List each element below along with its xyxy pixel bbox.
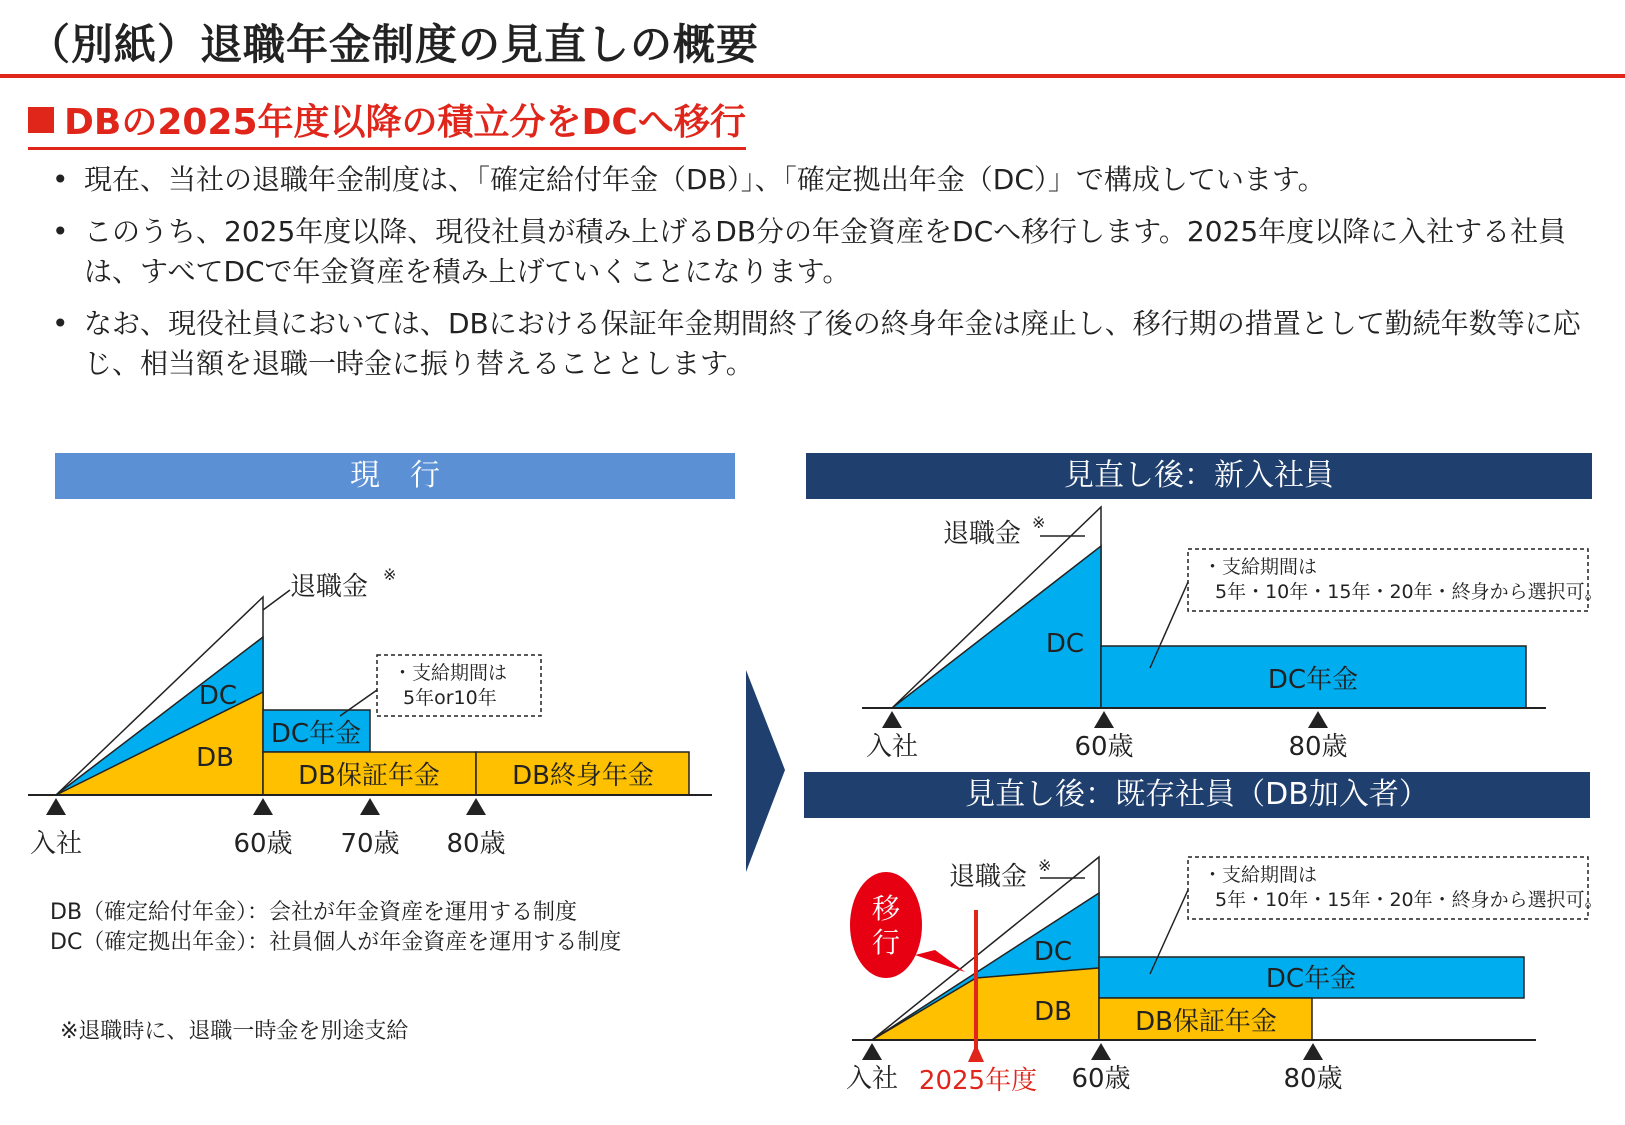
- tick-marker: [466, 798, 486, 815]
- dc-label: DC: [1045, 629, 1085, 659]
- chevron-right-icon: [746, 670, 785, 872]
- footnote: ※退職時に、退職一時金を別途支給: [60, 1019, 409, 1044]
- current-diagram: [28, 565, 712, 859]
- new-hire-diagram: [862, 507, 1604, 762]
- asterisk-mark: ※: [1038, 856, 1052, 875]
- tick-marker: [46, 798, 66, 815]
- asterisk-mark: ※: [1032, 513, 1046, 532]
- migration-badge-text: 移: [871, 892, 901, 925]
- tick-label: 80歳: [1288, 732, 1348, 762]
- tick-marker: [1094, 711, 1114, 728]
- bullet-dot-icon: •: [52, 215, 69, 248]
- tick-marker: [862, 1043, 882, 1060]
- dc-pension-label: DC年金: [270, 719, 362, 749]
- payout-note-line2: 5年or10年: [403, 687, 497, 709]
- db-guarantee-label: DB保証年金: [298, 761, 440, 791]
- bullet-dot-icon: •: [52, 307, 69, 340]
- tick-marker: [253, 798, 273, 815]
- page-title: （別紙）退職年金制度の見直しの概要: [28, 20, 760, 69]
- tick-marker: [882, 711, 902, 728]
- existing-diagram: [846, 856, 1604, 1096]
- payout-note-line1: ・支給期間は: [1203, 556, 1318, 578]
- tick-label: 入社: [29, 829, 83, 859]
- bullet-dot-icon: •: [52, 163, 69, 196]
- dc-pension-label: DC年金: [1267, 665, 1359, 695]
- tick-label: 80歳: [1283, 1064, 1343, 1094]
- existing-band: 見直し後：既存社員（DB加入者）: [804, 772, 1590, 818]
- asterisk-mark: ※: [383, 565, 397, 584]
- legend-item-db: DB（確定給付年金）：会社が年金資産を運用する制度: [50, 900, 578, 925]
- db-label: DB: [196, 743, 234, 773]
- retirement-label: 退職金: [290, 572, 369, 602]
- tick-label: 60歳: [233, 829, 293, 859]
- tick-label: 80歳: [446, 829, 506, 859]
- db-label: DB: [1034, 997, 1072, 1027]
- bullet-text: このうち、2025年度以降、現役社員が積み上げるDB分の年金資産をDCへ移行します。2025年度以降に入社する社員は、すべてDCで年金資産を積み上げていくことになります。: [84, 215, 1567, 288]
- bullet-text: 現在、当社の退職年金制度は、「確定給付年金（DB）」、「確定拠出年金（DC）」で構成しています。: [84, 163, 1326, 196]
- tick-marker: [968, 1044, 984, 1062]
- legend-item-dc: DC（確定拠出年金）：社員個人が年金資産を運用する制度: [50, 930, 622, 955]
- retirement-label: 退職金: [949, 862, 1028, 892]
- dc-area: [892, 546, 1101, 708]
- tick-marker: [360, 798, 380, 815]
- payout-note-line2: 5年・10年・15年・20年・終身から選択可。: [1215, 889, 1604, 911]
- legend: [50, 898, 621, 958]
- migration-badge: [850, 872, 922, 978]
- db-lifetime-label: DB終身年金: [512, 761, 654, 791]
- tick-marker: [1308, 711, 1328, 728]
- retirement-label: 退職金: [943, 519, 1022, 549]
- tick-marker: [1303, 1043, 1323, 1060]
- dc-pension-label: DC年金: [1265, 964, 1357, 994]
- payout-note-line1: ・支給期間は: [393, 662, 508, 684]
- dc-label: DC: [198, 681, 238, 711]
- callout-pointer: [915, 950, 965, 972]
- bullet-text: なお、現役社員においては、DBにおける保証年金期間終了後の終身年金は廃止し、移行期の措置として勤続年数等に応じ、相当額を退職一時金に振り替えることとします。: [84, 307, 1581, 380]
- payout-note-line1: ・支給期間は: [1203, 864, 1318, 886]
- tick-marker: [1091, 1043, 1111, 1060]
- current-band: 現 行: [55, 453, 735, 499]
- leader-line: [263, 590, 290, 610]
- tick-label: 60歳: [1071, 1064, 1131, 1094]
- migration-badge-text: 行: [871, 926, 901, 959]
- payout-note-line2: 5年・10年・15年・20年・終身から選択可。: [1215, 581, 1604, 603]
- tick-label: 入社: [845, 1064, 899, 1094]
- new-hire-band: 見直し後：新入社員: [806, 453, 1592, 499]
- tick-label: 70歳: [340, 829, 400, 859]
- db-guarantee-label: DB保証年金: [1135, 1007, 1277, 1037]
- tick-label: 60歳: [1074, 732, 1134, 762]
- dc-label: DC: [1033, 937, 1073, 967]
- tick-label: 2025年度: [918, 1066, 1038, 1096]
- section-heading-text: DBの2025年度以降の積立分をDCへ移行: [64, 102, 746, 143]
- tick-label: 入社: [865, 732, 919, 762]
